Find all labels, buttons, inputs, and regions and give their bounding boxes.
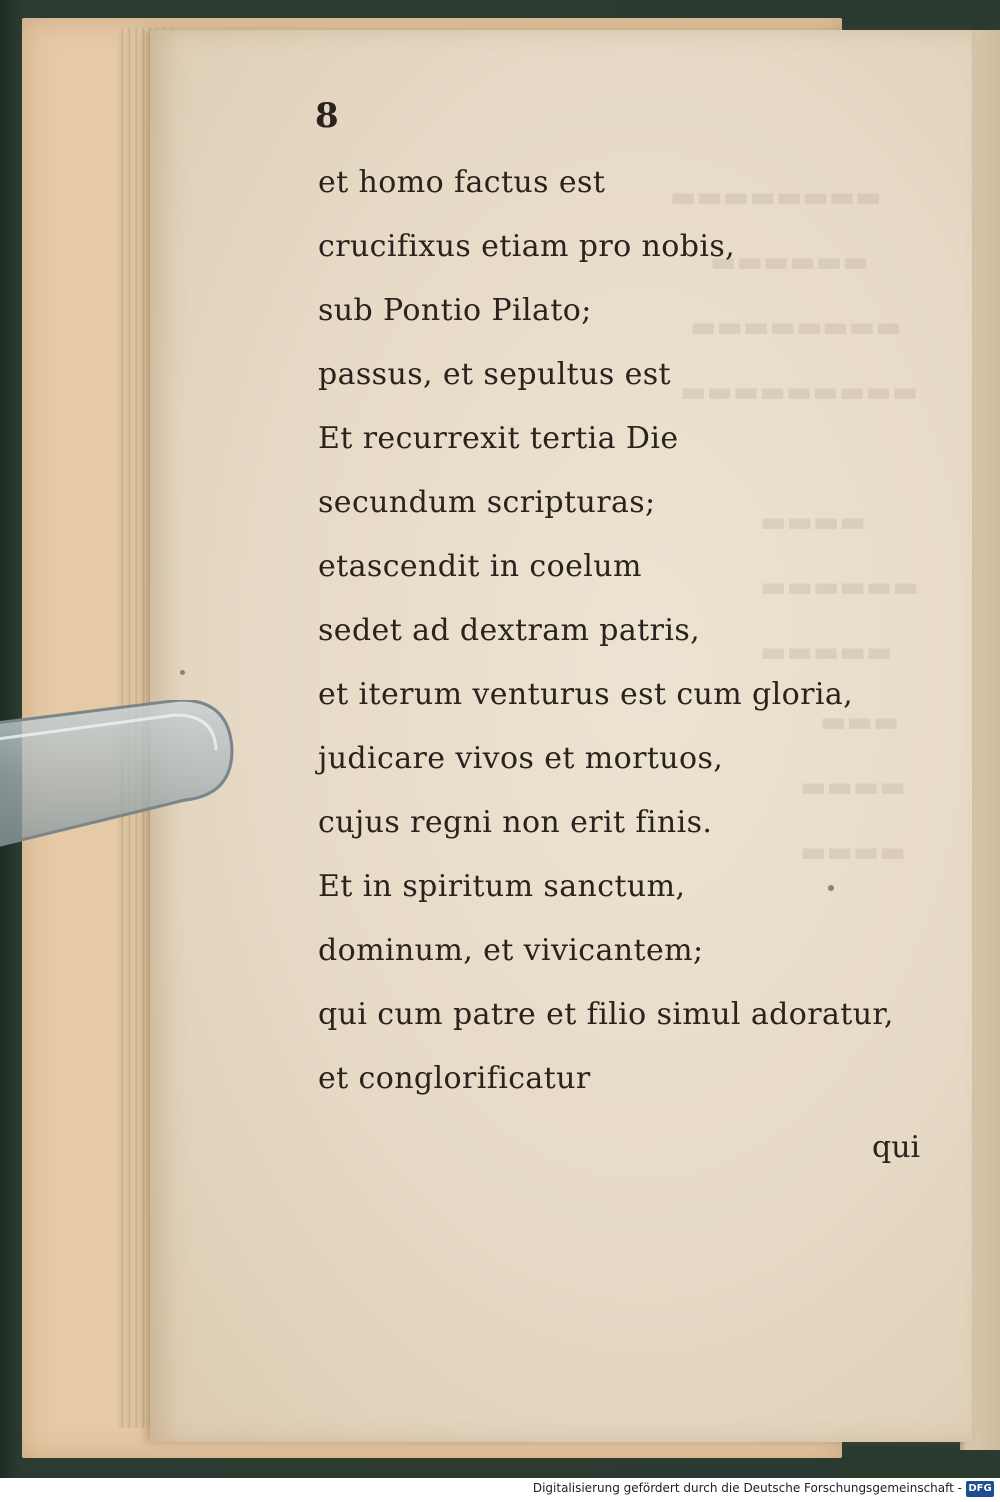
text-line: et homo factus est (318, 165, 606, 200)
footer-bar (0, 1478, 1000, 1502)
text-line: Et in spiritum sanctum, (318, 869, 686, 904)
show-through: ▬▬▬▬ (800, 835, 906, 868)
catchword: qui (872, 1130, 921, 1165)
show-through: ▬▬▬▬ (760, 505, 866, 538)
footer-credit: Digitalisierung gefördert durch die Deutsche Forschungsgemeinschaft - (532, 1481, 962, 1495)
text-line: judicare vivos et mortuos, (318, 741, 724, 776)
text-line: cujus regni non erit finis. (318, 805, 713, 840)
text-line: etascendit in coelum (318, 549, 642, 584)
glass-clip-icon (0, 700, 240, 860)
show-through: ▬▬▬▬▬▬▬▬▬ (680, 375, 919, 408)
text-line: et conglorificatur (318, 1061, 591, 1096)
show-through: ▬▬▬▬▬▬▬▬ (670, 180, 882, 213)
text-line: sub Pontio Pilato; (318, 293, 592, 328)
paper-speck (828, 885, 834, 891)
paper-speck (180, 670, 185, 675)
show-through: ▬▬▬▬▬ (760, 635, 893, 668)
show-through: ▬▬▬▬▬▬ (760, 570, 919, 603)
show-through: ▬▬▬▬▬▬▬▬ (690, 310, 902, 343)
text-line: dominum, et vivicantem; (318, 933, 704, 968)
dfg-logo: DFG (966, 1481, 994, 1497)
text-line: qui cum patre et filio simul adoratur, (318, 997, 894, 1032)
text-line: secundum scripturas; (318, 485, 656, 520)
book-page (150, 30, 972, 1442)
text-line: sedet ad dextram patris, (318, 613, 701, 648)
text-line: crucifixus etiam pro nobis, (318, 229, 736, 264)
show-through: ▬▬▬▬ (800, 770, 906, 803)
text-line: passus, et sepultus est (318, 357, 671, 392)
text-line: et iterum venturus est cum gloria, (318, 677, 854, 712)
page-number: 8 (315, 96, 339, 136)
text-line: Et recurrexit tertia Die (318, 421, 679, 456)
show-through: ▬▬▬▬▬▬ (710, 245, 869, 278)
show-through: ▬▬▬ (820, 705, 900, 738)
